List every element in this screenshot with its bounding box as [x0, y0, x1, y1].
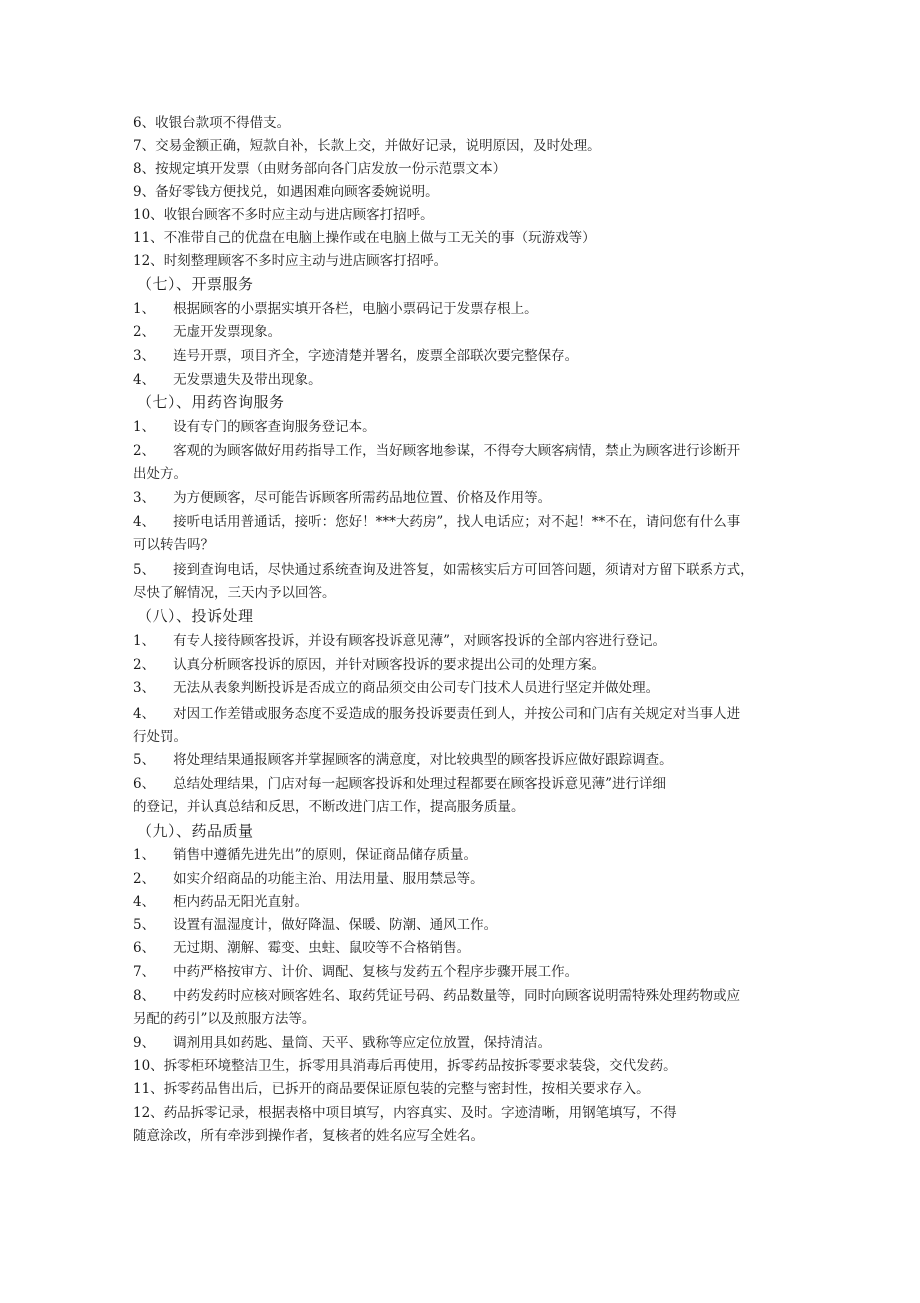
item-number: 6、: [133, 115, 156, 131]
list-item: [133, 705, 740, 723]
list-item: [133, 870, 484, 888]
item-number: 4、: [133, 894, 156, 910]
item-number: 1、: [133, 633, 156, 649]
item-number: 1、: [133, 847, 156, 863]
item-text: 拆零药品售出后，已拆开的商品要保证原包装的完整与密封性，按相关要求存入。: [163, 1081, 650, 1097]
item-number: 12、: [133, 253, 164, 269]
item-number: 6、: [133, 776, 156, 792]
item-number: 7、: [133, 964, 156, 980]
item-number: 11、: [133, 230, 164, 246]
item-number: 4、: [133, 514, 156, 530]
continuation-line: 行处罚。: [133, 729, 187, 745]
list-item: [133, 1034, 551, 1052]
list-item: [133, 1080, 650, 1098]
list-item: [133, 751, 673, 769]
section-heading: （九）、药品质量: [137, 822, 254, 840]
item-text: 根据顾客的小票据实填开各栏，电脑小票码记于发票存根上。: [173, 301, 538, 317]
list-item: [133, 206, 434, 224]
item-text: 药品拆零记录，根据表格中项目填写，内容真实、及时。字迹清晰，用钢笔填写，不得: [163, 1105, 677, 1121]
list-item: [133, 489, 551, 507]
item-number: 9、: [133, 184, 156, 200]
list-item: [133, 893, 308, 911]
item-number: 1、: [133, 301, 156, 317]
item-number: 3、: [133, 348, 156, 364]
item-text: 客观的为顾客做好用药指导工作，当好顾客地参谋，不得夸大顾客病情，禁止为顾客进行诊断开: [173, 443, 741, 459]
list-item: [133, 1104, 677, 1122]
item-text: 中药发药时应核对顾客姓名、取药凭证号码、药品数量等，同时向顾客说明需特殊处理药物或应: [173, 988, 741, 1004]
section-heading: （八）、投诉处理: [137, 607, 254, 625]
item-text: 无发票遗失及带出现象。: [173, 372, 322, 388]
list-item: [133, 160, 506, 178]
item-number: 10、: [133, 207, 164, 223]
item-number: 2、: [133, 871, 156, 887]
item-number: 12、: [133, 1105, 164, 1121]
continuation-line: 尽快了解情况，三天内予以回答。: [133, 585, 336, 601]
item-text: 收银台顾客不多时应主动与进店顾客打招呼。: [163, 207, 434, 223]
list-item: [133, 963, 578, 981]
list-item: [133, 323, 281, 341]
item-text: 接听电话用普通话，接听：您好！***大药房”，找人电话应；对不起！**不在，请问您有什么事: [173, 514, 741, 530]
list-item: [133, 846, 477, 864]
item-number: 9、: [133, 1035, 156, 1051]
continuation-line: 出处方。: [133, 466, 187, 482]
item-number: 1、: [133, 419, 156, 435]
list-item: [133, 632, 666, 650]
list-item: [133, 418, 376, 436]
list-item: [133, 229, 596, 247]
item-number: 5、: [133, 917, 156, 933]
item-text: 不准带自己的优盘在电脑上操作或在电脑上做与工无关的事（玩游戏等）: [163, 230, 596, 246]
item-number: 3、: [133, 490, 156, 506]
item-text: 接到查询电话，尽快通过系统查询及进答复，如需核实后方可回答问题，须请对方留下联系方式，: [173, 562, 754, 578]
item-text: 为方便顾客，尽可能告诉顾客所需药品地位置、价格及作用等。: [173, 490, 552, 506]
item-text: 认真分析顾客投诉的原因，并针对顾客投诉的要求提出公司的处理方案。: [173, 657, 606, 673]
item-text: 对因工作差错或服务态度不妥造成的服务投诉要责任到人，并按公司和门店有关规定对当事人进: [173, 706, 741, 722]
item-text: 将处理结果通报顾客并掌握顾客的满意度，对比较典型的顾客投诉应做好跟踪调查。: [173, 752, 673, 768]
item-number: 2、: [133, 657, 156, 673]
item-number: 5、: [133, 562, 156, 578]
list-item: [133, 137, 601, 155]
item-number: 2、: [133, 443, 156, 459]
list-item: [133, 513, 740, 531]
item-number: 8、: [133, 161, 156, 177]
section-heading: （七）、开票服务: [137, 275, 254, 293]
continuation-line: 另配的药引”以及煎服方法等。: [133, 1011, 316, 1027]
list-item: [133, 987, 740, 1005]
list-item: [133, 775, 666, 793]
item-number: 11、: [133, 1081, 164, 1097]
list-item: [133, 939, 470, 957]
item-number: 8、: [133, 988, 156, 1004]
list-item: [133, 300, 538, 318]
list-item: [133, 183, 439, 201]
item-text: 如实介绍商品的功能主治、用法用量、服用禁忌等。: [173, 871, 484, 887]
item-text: 拆零柜环境整洁卫生，拆零用具消毒后再使用，拆零药品按拆零要求装袋，交代发药。: [163, 1058, 677, 1074]
item-text: 有专人接待顾客投诉，并设有顾客投诉意见薄”，对顾客投诉的全部内容进行登记。: [173, 633, 666, 649]
continuation-line: 可以转告吗？: [133, 537, 214, 553]
item-text: 时刻整理顾客不多时应主动与进店顾客打招呼。: [163, 253, 448, 269]
item-number: 4、: [133, 372, 156, 388]
list-item: [133, 679, 659, 697]
continuation-line: 的登记，并认真总结和反思，不断改进门店工作，提高服务质量。: [133, 799, 525, 815]
list-item: [133, 347, 578, 365]
list-item: [133, 442, 740, 460]
item-text: 连号开票，项目齐全，字迹清楚并署名，废票全部联次要完整保存。: [173, 348, 579, 364]
item-text: 销售中遵循先进先出”的原则，保证商品储存质量。: [173, 847, 477, 863]
item-number: 4、: [133, 706, 156, 722]
item-number: 2、: [133, 324, 156, 340]
item-text: 无法从表象判断投诉是否成立的商品须交由公司专门技术人员进行坚定并做处理。: [173, 680, 660, 696]
item-number: 10、: [133, 1058, 164, 1074]
item-number: 6、: [133, 940, 156, 956]
item-text: 收银台款项不得借支。: [155, 115, 291, 131]
list-item: [133, 114, 290, 132]
list-item: [133, 1057, 677, 1075]
item-text: 无虚开发票现象。: [173, 324, 282, 340]
list-item: [133, 252, 447, 270]
list-item: [133, 561, 754, 579]
list-item: [133, 371, 322, 389]
item-text: 调剂用具如药匙、量筒、天平、戥称等应定位放置，保持清洁。: [173, 1035, 552, 1051]
item-number: 7、: [133, 138, 156, 154]
item-text: 按规定填开发票（由财务部向各门店发放一份示范票文本）: [155, 161, 507, 177]
item-number: 3、: [133, 680, 156, 696]
item-text: 柜内药品无阳光直射。: [173, 894, 309, 910]
section-heading: （七）、用药咨询服务: [137, 393, 285, 411]
item-number: 5、: [133, 752, 156, 768]
continuation-line: 随意涂改，所有牵涉到操作者，复核者的姓名应写全姓名。: [133, 1128, 484, 1144]
item-text: 设置有温湿度计，做好降温、保暖、防潮、通风工作。: [173, 917, 498, 933]
item-text: 交易金额正确，短款自补，长款上交，并做好记录，说明原因，及时处理。: [155, 138, 601, 154]
item-text: 设有专门的顾客查询服务登记本。: [173, 419, 376, 435]
item-text: 备好零钱方便找兑，如遇困难向顾客委婉说明。: [155, 184, 439, 200]
item-text: 总结处理结果，门店对每一起顾客投诉和处理过程都要在顾客投诉意见薄”进行详细: [173, 776, 666, 792]
item-text: 中药严格按审方、计价、调配、复核与发药五个程序步骤开展工作。: [173, 964, 579, 980]
item-text: 无过期、潮解、霉变、虫蛀、鼠咬等不合格销售。: [173, 940, 471, 956]
list-item: [133, 916, 497, 934]
list-item: [133, 656, 605, 674]
